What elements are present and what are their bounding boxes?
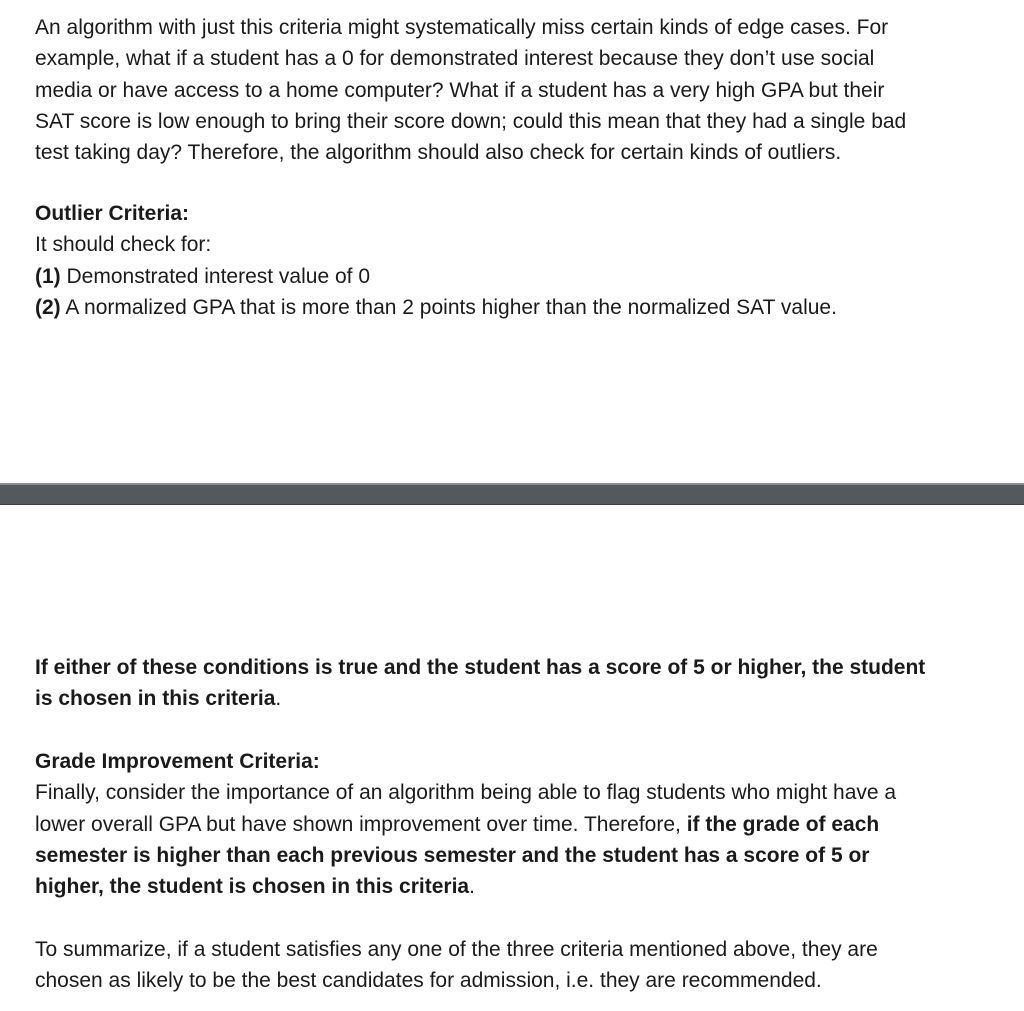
page-separator — [0, 483, 1024, 505]
grade-improvement-line — [35, 809, 1015, 840]
grade-improvement-bold: if the grade of each — [686, 812, 880, 836]
summary-line: chosen as likely to be the best candidates for admission, i.e. they are recommended. — [35, 969, 822, 993]
either-condition-line — [35, 683, 1015, 714]
either-condition-line: If either of these conditions is true and the student has a score of 5 or higher, the student — [35, 656, 926, 679]
outlier-item-marker: (2) — [35, 295, 61, 319]
grade-improvement-bold: higher, the student is chosen in this criteria — [35, 875, 470, 899]
grade-improvement-line: semester is higher than each previous semester and the student has a score of 5 or — [35, 843, 870, 867]
intro-line: SAT score is low enough to bring their score down; could this mean that they had a single bad — [35, 109, 907, 133]
summary-paragraph — [35, 934, 1015, 997]
either-condition-bold: is chosen in this criteria — [35, 687, 276, 711]
either-condition-paragraph — [35, 652, 1015, 715]
intro-line: test taking day? Therefore, the algorithm should also check for certain kinds of outliers. — [35, 141, 842, 165]
document-page-top — [0, 0, 1024, 483]
intro-line: An algorithm with just this criteria might systematically miss certain kinds of edge cases. For — [35, 16, 889, 39]
outlier-criteria-section — [35, 198, 1015, 323]
outlier-criteria-lead: It should check for: — [35, 233, 212, 257]
grade-improvement-plain: lower overall GPA but have shown improvement over time. Therefore, — [35, 812, 687, 836]
intro-line: media or have access to a home computer? What if a student has a very high GPA but their — [35, 78, 885, 102]
grade-improvement-line: Finally, consider the importance of an algorithm being able to flag students who might have a — [35, 781, 897, 805]
either-condition-tail: . — [275, 687, 282, 711]
grade-improvement-section — [35, 746, 1015, 902]
grade-improvement-line — [35, 871, 1015, 902]
summary-line: To summarize, if a student satisfies any one of the three criteria mentioned above, they are — [35, 938, 878, 961]
intro-paragraph — [35, 12, 1015, 168]
outlier-criteria-item — [35, 292, 1015, 323]
outlier-criteria-item — [35, 261, 1015, 292]
grade-improvement-tail: . — [469, 875, 475, 899]
outlier-item-text: A normalized GPA that is more than 2 points higher than the normalized SAT value. — [60, 295, 837, 319]
outlier-item-marker: (1) — [35, 264, 61, 288]
outlier-criteria-heading: Outlier Criteria: — [35, 202, 190, 225]
intro-line: example, what if a student has a 0 for demonstrated interest because they don’t use social — [35, 47, 875, 71]
outlier-item-text: Demonstrated interest value of 0 — [60, 264, 371, 288]
grade-improvement-heading: Grade Improvement Criteria: — [35, 750, 320, 773]
